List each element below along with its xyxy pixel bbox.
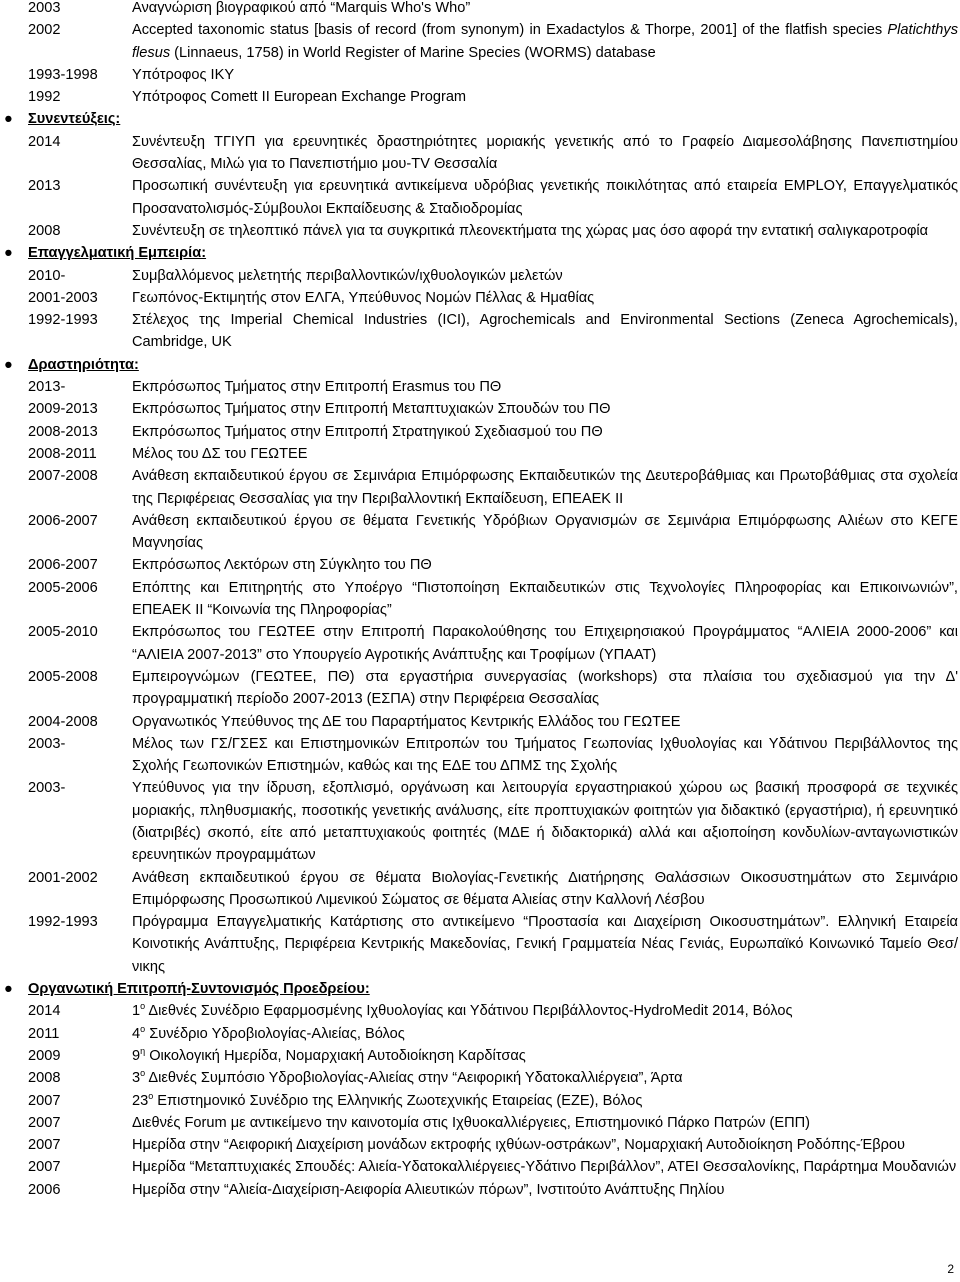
entry-year: 1992 — [28, 89, 61, 106]
entry-year: 2014 — [28, 133, 61, 150]
ordinal-suffix: ο — [140, 1001, 146, 1012]
entry-text: Στέλεχος της Imperial Chemical Industries (ICI), Agrochemicals and Environmental Sections (Zeneca Agrochemicals), Cambridge, UK — [132, 312, 958, 351]
cv-entry — [0, 666, 960, 711]
species-name: Platichthys flesus — [132, 22, 958, 61]
ordinal-number: 1 — [132, 1003, 141, 1020]
entry-year: 2010- — [28, 267, 66, 284]
entry-text: Εκπρόσωπος Τμήματος στην Επιτροπή Erasmus του ΠΘ — [132, 379, 502, 396]
cv-entry — [0, 265, 960, 287]
cv-entry — [0, 1156, 960, 1178]
entry-text: Εκπρόσωπος του ΓΕΩΤΕΕ στην Επιτροπή Παρακολούθησης του Επιχειρησιακού Προγράμματος “ΑΛΙΕΙΑ 2000-2006” και “ΑΛΙΕΙΑ 2007-2013” στο Υπουργείο Αγροτικής Ανάπτυξης και Τροφίμων (ΥΠΑΑΤ) — [132, 624, 958, 663]
entry-text — [132, 1090, 958, 1112]
entry-text: Εκπρόσωπος Λεκτόρων στη Σύγκλητο του ΠΘ — [132, 557, 432, 574]
entry-text: Εκπρόσωπος Τμήματος στην Επιτροπή Στρατηγικού Σχεδιασμού του ΠΘ — [132, 423, 603, 440]
cv-entry — [0, 867, 960, 912]
cv-entry — [0, 1000, 960, 1022]
entry-text — [132, 1000, 958, 1022]
section-label: Οργανωτική Επιτροπή-Συντονισμός Προεδρείου: — [28, 981, 370, 998]
ordinal-suffix: ο — [148, 1090, 154, 1101]
cv-entry — [0, 421, 960, 443]
ordinal-suffix: ο — [140, 1023, 146, 1034]
entry-text: Υπότροφος ΙΚΥ — [132, 66, 235, 83]
page-number: 2 — [947, 1262, 954, 1276]
cv-entry — [0, 1134, 960, 1156]
entry-year: 2005-2006 — [28, 579, 98, 596]
section-heading — [0, 242, 960, 264]
entry-text: Συμβαλλόμενος μελετητής περιβαλλοντικών/ιχθυολογικών μελετών — [132, 267, 563, 284]
text-part: Οικολογική Ημερίδα, Νομαρχιακή Αυτοδιοίκηση Καρδίτσας — [145, 1047, 526, 1064]
cv-entry — [0, 131, 960, 176]
entry-year: 2006-2007 — [28, 512, 98, 529]
entry-year: 1992-1993 — [28, 312, 98, 329]
cv-entry — [0, 309, 960, 354]
entry-year: 2003- — [28, 780, 66, 797]
text-part: (Linnaeus, 1758) in World Register of Marine Species (WORMS) database — [170, 44, 656, 61]
cv-entry — [0, 1023, 960, 1045]
entry-year: 2014 — [28, 1003, 61, 1020]
ordinal-suffix: ο — [140, 1068, 146, 1079]
bullet-icon: ● — [4, 981, 13, 998]
entry-year: 2001-2003 — [28, 289, 98, 306]
entry-year: 2008 — [28, 1070, 61, 1087]
entry-text: Ανάθεση εκπαιδευτικού έργου σε Σεμινάρια Επιμόρφωσης Εκπαιδευτικών της Δευτεροβάθμιας και Πρωτοβάθμιας στα σχολεία της Περιφέρειας Θεσσαλίας για την Περιβαλλοντική Εκπαίδευση, ΕΠΕΑΕΚ ΙΙ — [132, 468, 958, 507]
cv-entry — [0, 64, 960, 86]
section-label: Επαγγελματική Εμπειρία: — [28, 245, 207, 262]
entry-text: Πρόγραμμα Επαγγελματικής Κατάρτισης στο αντικείμενο “Προστασία και Διαχείριση Οικοσυστημάτων”. Ελληνική Εταιρεία Κοινοτικής Ανάπτυξης, Περιφέρεια Κεντρικής Μακεδονίας, Γενική Γραμματεία Νέας Γενιάς, Ευρωπαϊκό Κοινωνικό Ταμείο Θεσ/νικης — [132, 914, 958, 975]
bullet-icon: ● — [4, 245, 13, 262]
cv-entry — [0, 911, 960, 978]
entry-text — [132, 1023, 958, 1045]
entry-year: 2001-2002 — [28, 869, 98, 886]
entry-text — [132, 1045, 958, 1067]
cv-entry — [0, 1112, 960, 1134]
entry-text: Ημερίδα στην “Αλιεία-Διαχείριση-Αειφορία Αλιευτικών πόρων”, Ινστιτούτο Ανάπτυξης Πηλίου — [132, 1181, 725, 1198]
ordinal-number: 3 — [132, 1070, 141, 1087]
entry-text: Εμπειρογνώμων (ΓΕΩΤΕΕ, ΠΘ) στα εργαστήρια συνεργασίας (workshops) στα πλαίσια του σχεδιασμού για την Δ' προγραμματική περίοδο 2007-2013 (ΕΣΠΑ) στην Περιφέρεια Θεσσαλίας — [132, 668, 958, 708]
bullet-icon: ● — [4, 356, 13, 373]
cv-entry — [0, 510, 960, 555]
entry-year: 1993-1998 — [28, 66, 98, 83]
entry-year: 2008 — [28, 222, 61, 239]
entry-year: 2005-2010 — [28, 624, 98, 641]
entry-year: 1992-1993 — [28, 914, 98, 931]
section-heading — [0, 354, 960, 376]
entry-text: Οργανωτικός Υπεύθυνος της ΔΕ του Παραρτήματος Κεντρικής Ελλάδος του ΓΕΩΤΕΕ — [132, 713, 681, 730]
cv-entry — [0, 554, 960, 576]
entry-text — [132, 19, 958, 64]
cv-entry — [0, 1179, 960, 1201]
entry-text: Αναγνώριση βιογραφικού από “Marquis Who's Who” — [132, 0, 471, 16]
entry-text: Εκπρόσωπος Τμήματος στην Επιτροπή Μεταπτυχιακών Σπουδών του ΠΘ — [132, 401, 611, 418]
entry-text: Ημερίδα “Μεταπτυχιακές Σπουδές: Αλιεία-Υδατοκαλλιέργειες-Υδάτινο Περιβάλλον”, ΑΤΕΙ Θεσσαλονίκης, Παράρτημα Μουδανιών — [132, 1159, 957, 1176]
cv-entry — [0, 1045, 960, 1067]
entry-text — [132, 1067, 958, 1089]
entry-year: 2006 — [28, 1181, 61, 1198]
entry-year: 2007 — [28, 1159, 61, 1176]
entry-text: Διεθνές Forum με αντικείμενο την καινοτομία στις Ιχθυοκαλλιέργειες, Επιστημονικό Πάρκο Πατρών (ΕΠΠ) — [132, 1114, 811, 1131]
entry-year: 2007-2008 — [28, 468, 98, 485]
cv-entry — [0, 398, 960, 420]
entry-text: Προσωπική συνέντευξη για ερευνητικά αντικείμενα υδρόβιας γενετικής ποικιλότητας από εταιρεία EMPLOY, Επαγγελματικός Προσανατολισμός-Σύμβουλοι Εκπαίδευσης & Σταδιοδρομίας — [132, 178, 958, 217]
section-label: Συνεντεύξεις: — [28, 111, 121, 128]
cv-entry — [0, 777, 960, 866]
entry-year: 2013 — [28, 178, 61, 195]
entry-text: Ημερίδα στην “Αειφορική Διαχείριση μονάδων εκτροφής ιχθύων-οστράκων”, Νομαρχιακή Αυτοδιοίκηση Ροδόπης-Έβρου — [132, 1137, 905, 1154]
bullet-icon: ● — [4, 111, 13, 128]
entry-text: Γεωπόνος-Εκτιμητής στον ΕΛΓΑ, Υπεύθυνος Νομών Πέλλας & Ημαθίας — [132, 289, 595, 306]
entry-text: Υπεύθυνος για την ίδρυση, εξοπλισμό, οργάνωση και λειτουργία εργαστηριακού χώρου ως βασική προσφορά σε τεχνικές μοριακής, πληθυσμιακής, ποσοτικής γενετικής ανάλυσης, είτε προπτυχιακών φοιτητών για διδακτικό (εργαστήρια), ή ερευνητικό (διατριβές) σκοπό, είτε από μεταπτυχιακούς φοιτητές (ΜΔΕ ή διδακτορικά) αλλά και αξιοποίηση κονδυλίων-ανταγωνιστικών ερευνητικών προγραμμάτων — [132, 780, 958, 864]
entry-year: 2003 — [28, 0, 61, 16]
ordinal-suffix: η — [140, 1045, 146, 1056]
entry-year: 2007 — [28, 1114, 61, 1131]
entry-year: 2007 — [28, 1092, 61, 1109]
entry-year: 2009-2013 — [28, 401, 98, 418]
cv-entry — [0, 86, 960, 108]
text-part: Επιστημονικό Συνέδριο της Ελληνικής Ζωοτεχνικής Εταιρείας (ΕΖΕ), Βόλος — [153, 1092, 643, 1109]
entry-year: 2006-2007 — [28, 557, 98, 574]
cv-entry — [0, 443, 960, 465]
section-heading — [0, 108, 960, 130]
cv-entry — [0, 733, 960, 778]
cv-entry — [0, 376, 960, 398]
text-part: Διεθνές Συνέδριο Εφαρμοσμένης Ιχθυολογίας και Υδάτινου Περιβάλλοντος-HydroMedit 2014, Βόλος — [145, 1003, 793, 1020]
entry-text: Συνέντευξη σε τηλεοπτικό πάνελ για τα συγκριτικά πλεονεκτήματα της χώρας μας όσο αφορά την εντατική σαλιγκαροτροφία — [132, 222, 929, 239]
cv-entry — [0, 577, 960, 622]
text-part: Accepted taxonomic status [basis of record (from synonym) in Exadactylos & Thorpe, 2001] of the flatfish species — [132, 22, 888, 39]
entry-year: 2005-2008 — [28, 668, 98, 685]
ordinal-number: 4 — [132, 1025, 141, 1042]
ordinal-number: 23 — [132, 1092, 149, 1109]
text-part: Συνέδριο Υδροβιολογίας-Αλιείας, Βόλος — [145, 1025, 405, 1042]
entry-text: Επόπτης και Επιτηρητής στο Υποέργο “Πιστοποίηση Εκπαιδευτικών στις Τεχνολογίες Πληροφορίας και Επικοινωνιών”, ΕΠΕΑΕΚ ΙΙ “Κοινωνία της Πληροφορίας” — [132, 579, 958, 619]
cv-entry — [0, 287, 960, 309]
entry-text: Υπότροφος Comett II European Exchange Program — [132, 89, 467, 106]
entry-text: Μέλος του ΔΣ του ΓΕΩΤΕΕ — [132, 445, 308, 462]
cv-entry — [0, 711, 960, 733]
ordinal-number: 9 — [132, 1047, 141, 1064]
cv-entry — [0, 0, 960, 19]
entry-year: 2011 — [28, 1025, 60, 1042]
section-heading — [0, 978, 960, 1000]
entry-year: 2002 — [28, 22, 61, 39]
cv-entry — [0, 220, 960, 242]
section-label: Δραστηριότητα: — [28, 356, 139, 373]
entry-year: 2008-2013 — [28, 423, 98, 440]
cv-entry — [0, 1090, 960, 1112]
entry-text: Ανάθεση εκπαιδευτικού έργου σε θέματα Γενετικής Υδρόβιων Οργανισμών σε Σεμινάρια Επιμόρφωσης Αλιέων στο ΚΕΓΕ Μαγνησίας — [132, 512, 958, 552]
cv-entry — [0, 1067, 960, 1089]
entry-year: 2013- — [28, 379, 66, 396]
entry-text: Συνέντευξη ΤΓΙΥΠ για ερευνητικές δραστηριότητες μοριακής γενετικής από το Γραφείο Διαμεσολάβησης Πανεπιστημίου Θεσσαλίας, Μιλώ για το Πανεπιστήμιο μου-TV Θεσσαλία — [132, 133, 958, 173]
cv-entry — [0, 621, 960, 666]
entry-year: 2009 — [28, 1047, 61, 1064]
entry-year: 2008-2011 — [28, 445, 97, 462]
cv-entry — [0, 465, 960, 510]
cv-entry — [0, 175, 960, 220]
entry-year: 2003- — [28, 735, 66, 752]
entry-text: Μέλος των ΓΣ/ΓΣΕΣ και Επιστημονικών Επιτροπών του Τμήματος Γεωπονίας Ιχθυολογίας και Υδάτινου Περιβάλλοντος της Σχολής Γεωπονικών Επιστημών, καθώς και της ΕΔΕ του ΔΠΜΣ της Σχολής — [132, 735, 958, 775]
entry-year: 2004-2008 — [28, 713, 98, 730]
entry-text: Ανάθεση εκπαιδευτικού έργου σε θέματα Βιολογίας-Γενετικής Διατήρησης Θαλάσσιων Οικοσυστημάτων στο Σεμινάριο Επιμόρφωσης Προσωπικού Λιμενικού Σώματος σε θέματα Αλιείας στην Καλλονή Λέσβου — [132, 869, 958, 908]
entry-year: 2007 — [28, 1137, 61, 1154]
cv-entry — [0, 19, 960, 64]
text-part: Διεθνές Συμπόσιο Υδροβιολογίας-Αλιείας στην “Αειφορική Υδατοκαλλιέργεια”, Άρτα — [145, 1070, 683, 1087]
